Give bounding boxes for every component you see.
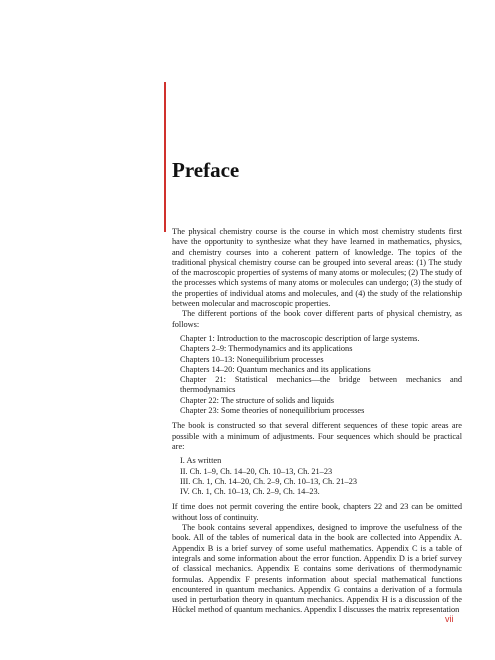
appendixes-paragraph: The book contains several appendixes, designed to improve the usefulness of the book. All of the tables of numerical data in the book are collected into Appendix A. Appendix B is a brief survey of some useful mathematics. Appendix C is a table of integrals and some information about the error function. Appendix D is a brief survey of classical mechanics. Appendix E contains some derivations of thermodynamic formulas. Appendix F presents information about special mathematical functions encountered in quantum mechanics. Appendix G contains a derivation of a formula used in perturbation theory in quantum mechanics. Appendix H is a discussion of the Hückel method of quantum mechanics. Appendix I discusses the matrix representation [172,523,462,615]
sequences-paragraph: The book is constructed so that several different sequences of these topic areas are possible with a minimum of adjustments. Four sequences which should be practical are: [172,421,462,451]
chapter-list-item: Chapter 1: Introduction to the macroscopic description of large systems. [180,333,420,343]
chapter-list-item: Chapter 21: Statistical mechanics—the bridge between mechanics and thermodynamics [180,375,462,395]
sequence-list-item: III. Ch. 1, Ch. 14–20, Ch. 2–9, Ch. 10–13, Ch. 21–23 [180,476,358,486]
intro-paragraph: The physical chemistry course is the course in which most chemistry students first have the opportunity to synthesize what they have learned in mathematics, physics, and chemistry courses into a coherent pattern of knowledge. The topics of the traditional physical chemistry course can be grouped into several areas: (1) The study of the macroscopic properties of systems of many atoms or molecules; (2) The study of the processes which systems of many atoms or molecules can undergo; (3) the study of the properties of individual atoms and molecules, and (4) the study of the relationship between molecular and macroscopic properties. [172,227,462,309]
chapter-list-item: Chapter 22: The structure of solids and liquids [180,395,335,405]
chapter-list-item: Chapters 2–9: Thermodynamics and its applications [180,344,353,354]
page-number: vii [445,614,454,624]
omission-paragraph: If time does not permit covering the entire book, chapters 22 and 23 can be omitted without loss of continuity. [172,502,462,522]
sequence-list [180,456,462,497]
chapter-list-item: Chapters 10–13: Nonequilibrium processes [180,354,324,364]
preface-body [172,227,462,616]
sequence-list-item: I. As written [180,456,222,466]
sequence-list-item: IV. Ch. 1, Ch. 10–13, Ch. 2–9, Ch. 14–23. [180,487,320,497]
sequence-list-item: II. Ch. 1–9, Ch. 14–20, Ch. 10–13, Ch. 21–23 [180,466,333,476]
accent-rule [164,82,166,232]
portions-paragraph: The different portions of the book cover different parts of physical chemistry, as follows: [172,309,462,329]
page-title: Preface [172,158,240,182]
chapter-list-item: Chapters 14–20: Quantum mechanics and its applications [180,364,371,374]
chapter-list [180,334,462,416]
chapter-list-item: Chapter 23: Some theories of nonequilibrium processes [180,406,365,416]
